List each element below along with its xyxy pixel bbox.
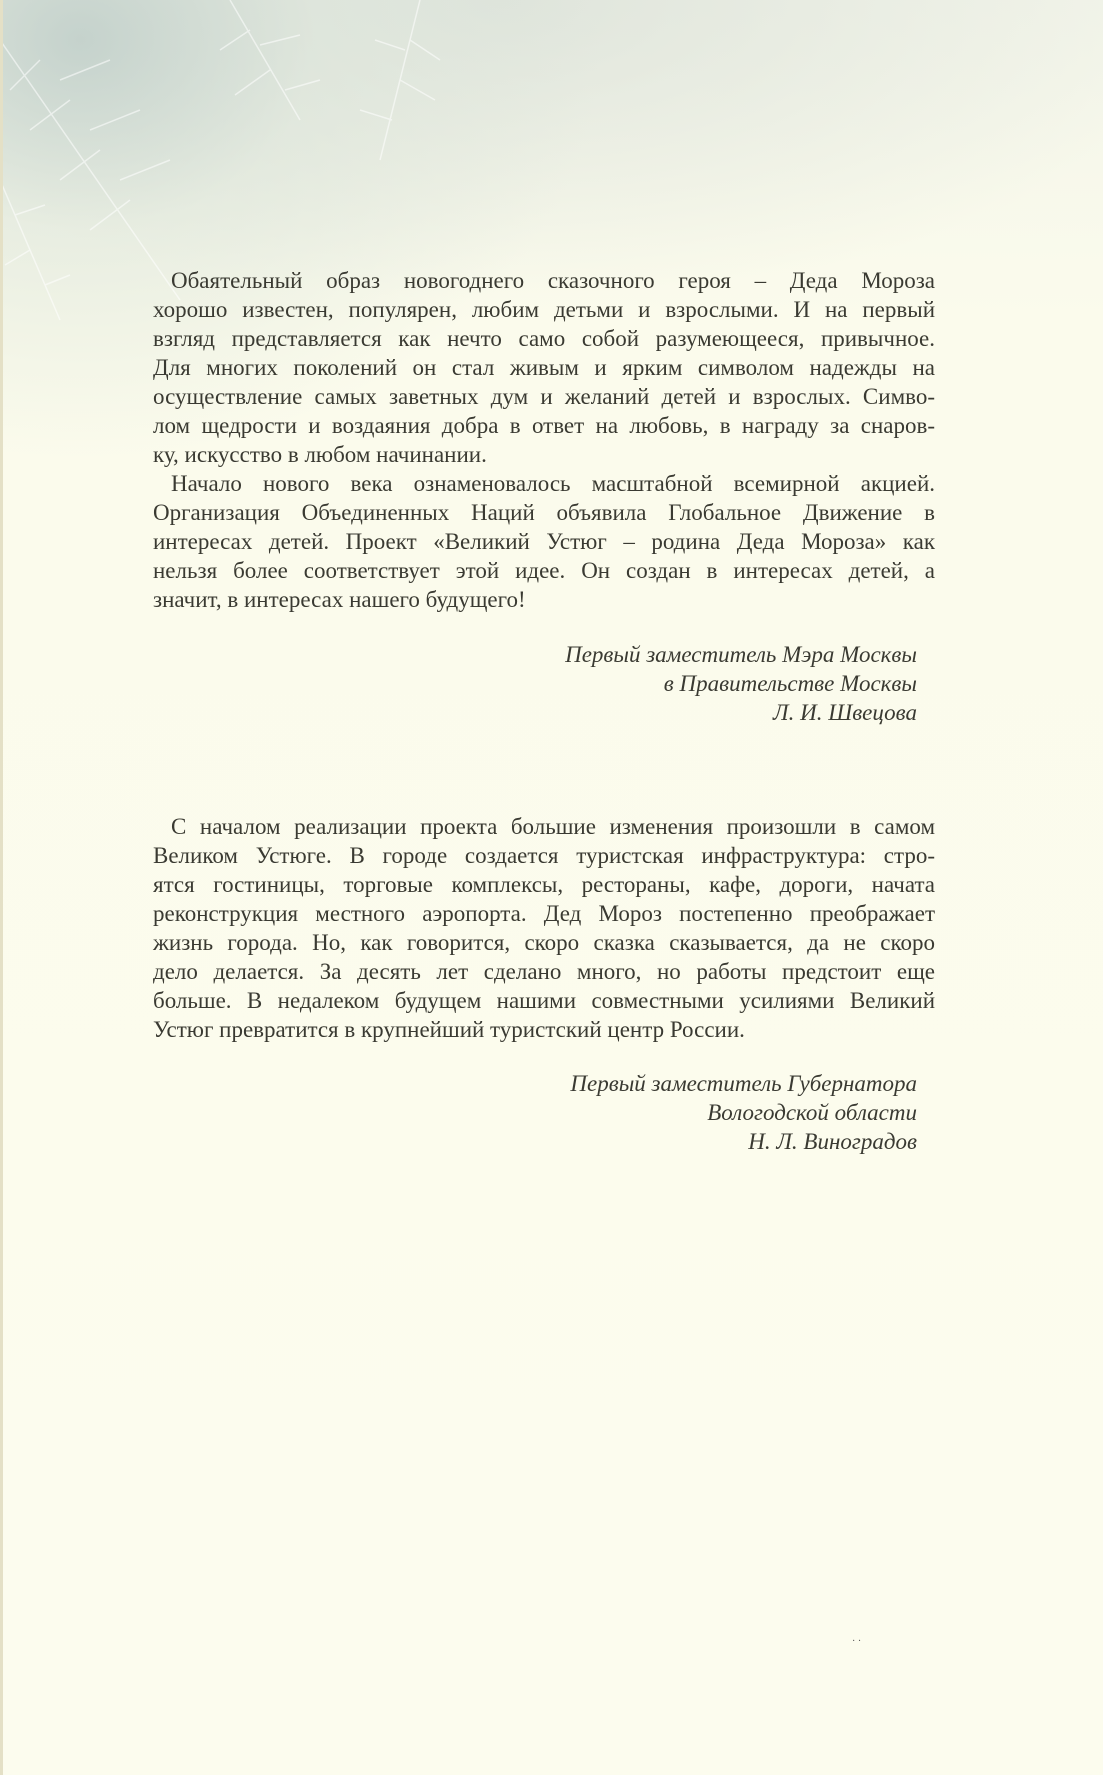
text-line: Для многих поколений он стал живым и ярким символом надежды на [153,355,935,380]
text-line: хорошо известен, популярен, любим детьми и взрослыми. И на первый [153,297,935,322]
text-line: Организация Объединенных Наций объявила Глобальное Движение в [153,500,935,525]
text-line: ятся гостиницы, торговые комплексы, рестораны, кафе, дороги, начата [153,872,935,897]
text-line: значит, в интересах нашего будущего! [153,587,526,612]
text-line: жизнь города. Но, как говорится, скоро сказка сказывается, да не скоро [153,930,935,955]
text-line: лом щедрости и воздаяния добра в ответ на любовь, в награду за снаров- [153,413,935,438]
text-line: реконструкция местного аэропорта. Дед Мороз постепенно преображает [153,901,935,926]
text-line: С началом реализации проекта большие изменения произошли в самом [171,814,935,839]
text-line: ку, искусство в любом начинании. [153,442,487,467]
page-edge [0,0,3,1775]
signature-line: Н. Л. Виноградов [748,1129,917,1154]
signature-2 [570,1069,917,1156]
paragraph-3 [153,812,935,1044]
signature-line: Вологодской области [707,1100,917,1125]
text-line: взгляд представляется как нечто само собой разумеющееся, привычное. [153,326,935,351]
text-line: дело делается. За десять лет сделано много, но работы предстоит еще [153,959,935,984]
signature-line: в Правительстве Москвы [663,671,917,696]
signature-1 [565,640,917,727]
text-line: Устюг превратится в крупнейший туристский центр России. [153,1017,745,1042]
signature-line: Первый заместитель Губернатора [570,1071,917,1096]
text-line: Начало нового века ознаменовалось масштабной всемирной акцией. [171,471,935,496]
text-line: интересах детей. Проект «Великий Устюг – родина Деда Мороза» как [153,529,935,554]
signature-line: Первый заместитель Мэра Москвы [565,642,917,667]
paragraph-1 [153,266,935,614]
text-line: осуществление самых заветных дум и желаний детей и взрослых. Симво- [153,384,935,409]
text-line: больше. В недалеком будущем нашими совместными усилиями Великий [153,988,935,1013]
text-line: нельзя более соответствует этой идее. Он создан в интересах детей, а [153,558,935,583]
scan-speck-decoration: · · [852,1636,862,1647]
text-line: Обаятельный образ новогоднего сказочного героя – Деда Мороза [171,268,935,293]
text-line: Великом Устюге. В городе создается туристская инфраструктура: стро- [153,843,935,868]
signature-line: Л. И. Швецова [773,700,917,725]
